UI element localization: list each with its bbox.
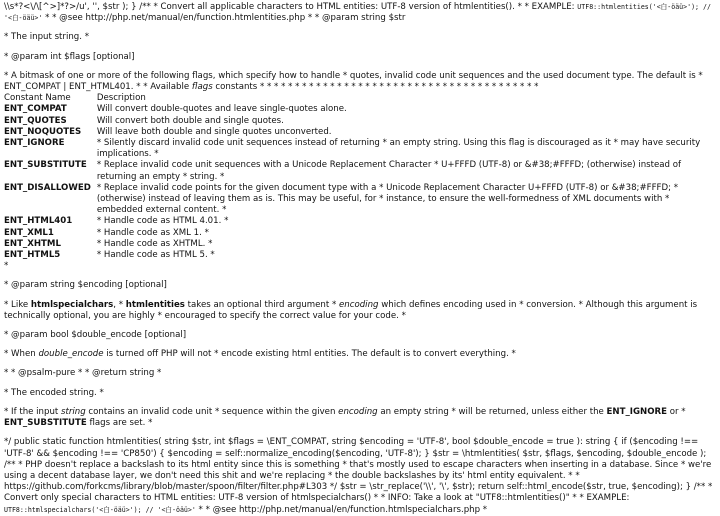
intro-text: \\s*?<\/\[^>]*?>/u', '', $str ); } /** * Convert all applicable characters to HTML entities: UTF-8 version of htmlentities(). * * EXAMPLE:: [4, 2, 578, 12]
encoding-text: * Like: [4, 299, 31, 310]
flags-table-header-constant: Constant Name: [4, 93, 71, 104]
table-row: [4, 239, 716, 250]
encoding-text: which defines encoding used in * conversion. * Although this argument is technically optional, you are highly * encouraged to specify the correct value for your code. *: [4, 299, 698, 321]
param-str-description: * The input string. *: [4, 32, 90, 43]
invalid-sequence-description: [4, 407, 716, 429]
invalid-text: an empty string * will be returned, unless either the: [377, 406, 607, 417]
encoding-text: takes an optional third argument *: [184, 299, 340, 310]
invalid-text: contains an invalid code unit * sequence within the given: [85, 406, 339, 417]
constant-name: ENT_IGNORE: [4, 138, 65, 149]
flags-table-header-row: [4, 93, 716, 104]
ent-ignore-flag: ENT_IGNORE: [606, 406, 668, 417]
double-encode-text: is turned off PHP will not * encode existing html entities. The default is to convert everything. *: [103, 349, 516, 360]
constant-description: Will convert double-quotes and leave single-quotes alone.: [96, 104, 347, 115]
table-row: [4, 216, 716, 227]
invalid-text: flags are set. *: [86, 418, 153, 429]
constant-description: * Handle code as HTML 5. *: [96, 250, 215, 261]
table-row: [4, 250, 716, 261]
constant-name: ENT_DISALLOWED: [4, 182, 91, 193]
encoding-emphasis: encoding: [339, 299, 379, 310]
constant-description: Will convert both double and single quotes.: [96, 115, 284, 126]
param-encoding-heading: * @param string $encoding [optional]: [4, 280, 167, 291]
constant-name: ENT_NOQUOTES: [4, 126, 82, 137]
ent-substitute-flag: ENT_SUBSTITUTE: [4, 418, 87, 429]
constant-description: * Silently discard invalid code unit sequences instead of returning * an empty string. Using this flag is discouraged as it * may have security implications. *: [96, 138, 701, 160]
return-heading: * * @psalm-pure * * @return string *: [4, 368, 162, 379]
constant-description: * Replace invalid code points for the given document type with a * Unicode Replacement Character U+FFFD (UTF-8) or &#38;#FFFD; * (otherwise) instead of leaving them as is. This may be useful, for * instance, to ensure the well-formedness of XML documents with * embedded external content. *: [96, 182, 679, 216]
flags-table: [4, 93, 716, 261]
constant-description: * Replace invalid code unit sequences with a Unicode Replacement Character * U+FFFD (UTF-8) or &#38;#FFFD; (otherwise) instead of returning an empty * string. *: [96, 160, 682, 182]
function-source-code: [4, 437, 716, 515]
string-emphasis: string: [61, 406, 86, 417]
table-row: [4, 183, 716, 217]
table-row: [4, 104, 716, 115]
table-end-marker: *: [4, 261, 9, 272]
param-double-encode-heading: * @param bool $double_encode [optional]: [4, 330, 187, 341]
constant-name: ENT_XML1: [4, 227, 54, 238]
table-row: [4, 116, 716, 127]
function-name-htmlentities: htmlentities: [125, 299, 185, 310]
flags-text: * A bitmask of one or more of the following flags, which specify how to handle * quotes, invalid code unit sequences and the used document type. The default is * ENT_COMPAT | ENT_HTML401. * * Available: [4, 70, 703, 93]
table-row: [4, 127, 716, 138]
source-text-see: * * @see http://php.net/manual/en/function.htmlspecialchars.php *: [195, 504, 488, 515]
invalid-text: or *: [667, 406, 686, 417]
constant-name: ENT_HTML5: [4, 250, 61, 261]
encoding-text: , *: [113, 299, 126, 310]
flags-text-tail: constants * * * * * * * * * * * * * * * * * * * * * * * * * * * * * * * * * * * * * * * *: [212, 82, 539, 93]
source-text: */ public static function htmlentities( string $str, int $flags = \ENT_COMPAT, string $encoding = 'UTF-8', bool $double_encode = true ): string { if ($encoding !== 'UTF-8' && $encoding !== 'CP850') { $encoding = self::normalize_encoding($encoding, 'UTF-8'); } $str = \htmlentities( $str, $flags, $encoding, $double_encode ); /** * PHP doesn't replace a backslash to its html entity since this is something * that's mostly used to escape characters when inserting in a database. Since * we're using a decent database layer, we don't need this shit and we're replacing * the double backslashes by its' html entity equivalent. * * https://github.com/forkcms/library/blob/master/spoon/filter/filter.php#L303 */ $str = \str_replace('\\', '\', $str); return self::html_encode($str, true, $encoding); } /** * Convert only special characters to HTML entities: UTF-8 version of htmlspecialchars() * * INFO: Take a look at "UTF8::htmlentities()" * * EXAMPLE:: [4, 437, 713, 504]
constant-description: * Handle code as XML 1. *: [96, 227, 209, 238]
table-row: [4, 160, 716, 182]
constant-name: ENT_QUOTES: [4, 115, 67, 126]
flags-table-body: [4, 104, 716, 261]
table-row: [4, 138, 716, 160]
flags-emphasis: flags: [191, 82, 213, 93]
encoding-emphasis: encoding: [338, 406, 378, 417]
flags-description: [4, 71, 716, 93]
double-encode-emphasis: double_encode: [38, 349, 104, 360]
example-code: UTF8::htmlspecialchars('<白-öäü>'); // '<白-öäü>': [4, 505, 196, 514]
return-description: * The encoded string. *: [4, 387, 104, 398]
constant-name: ENT_HTML401: [4, 216, 73, 227]
double-encode-description: [4, 349, 716, 360]
constant-description: * Handle code as XHTML. *: [96, 238, 213, 249]
doc-paragraph-intro: [4, 2, 716, 24]
invalid-text: * If the input: [4, 406, 61, 417]
function-name-htmlspecialchars: htmlspecialchars: [30, 299, 114, 310]
constant-name: ENT_SUBSTITUTE: [4, 160, 87, 171]
example-code: UTF8::htmlentities('<白-öäü>'); // '<白-öäü>': [4, 3, 711, 23]
encoding-description: [4, 300, 716, 322]
flags-table-header-description: Description: [96, 93, 146, 104]
constant-name: ENT_XHTML: [4, 238, 61, 249]
double-encode-text: * When: [4, 349, 39, 360]
constant-name: ENT_COMPAT: [4, 104, 67, 115]
intro-text-see: * * @see http://php.net/manual/en/function.htmlentities.php * * @param string $str: [42, 13, 406, 24]
param-flags-heading: * @param int $flags [optional]: [4, 51, 135, 62]
table-row: [4, 228, 716, 239]
constant-description: * Handle code as HTML 4.01. *: [96, 216, 229, 227]
constant-description: Will leave both double and single quotes unconverted.: [96, 126, 332, 137]
